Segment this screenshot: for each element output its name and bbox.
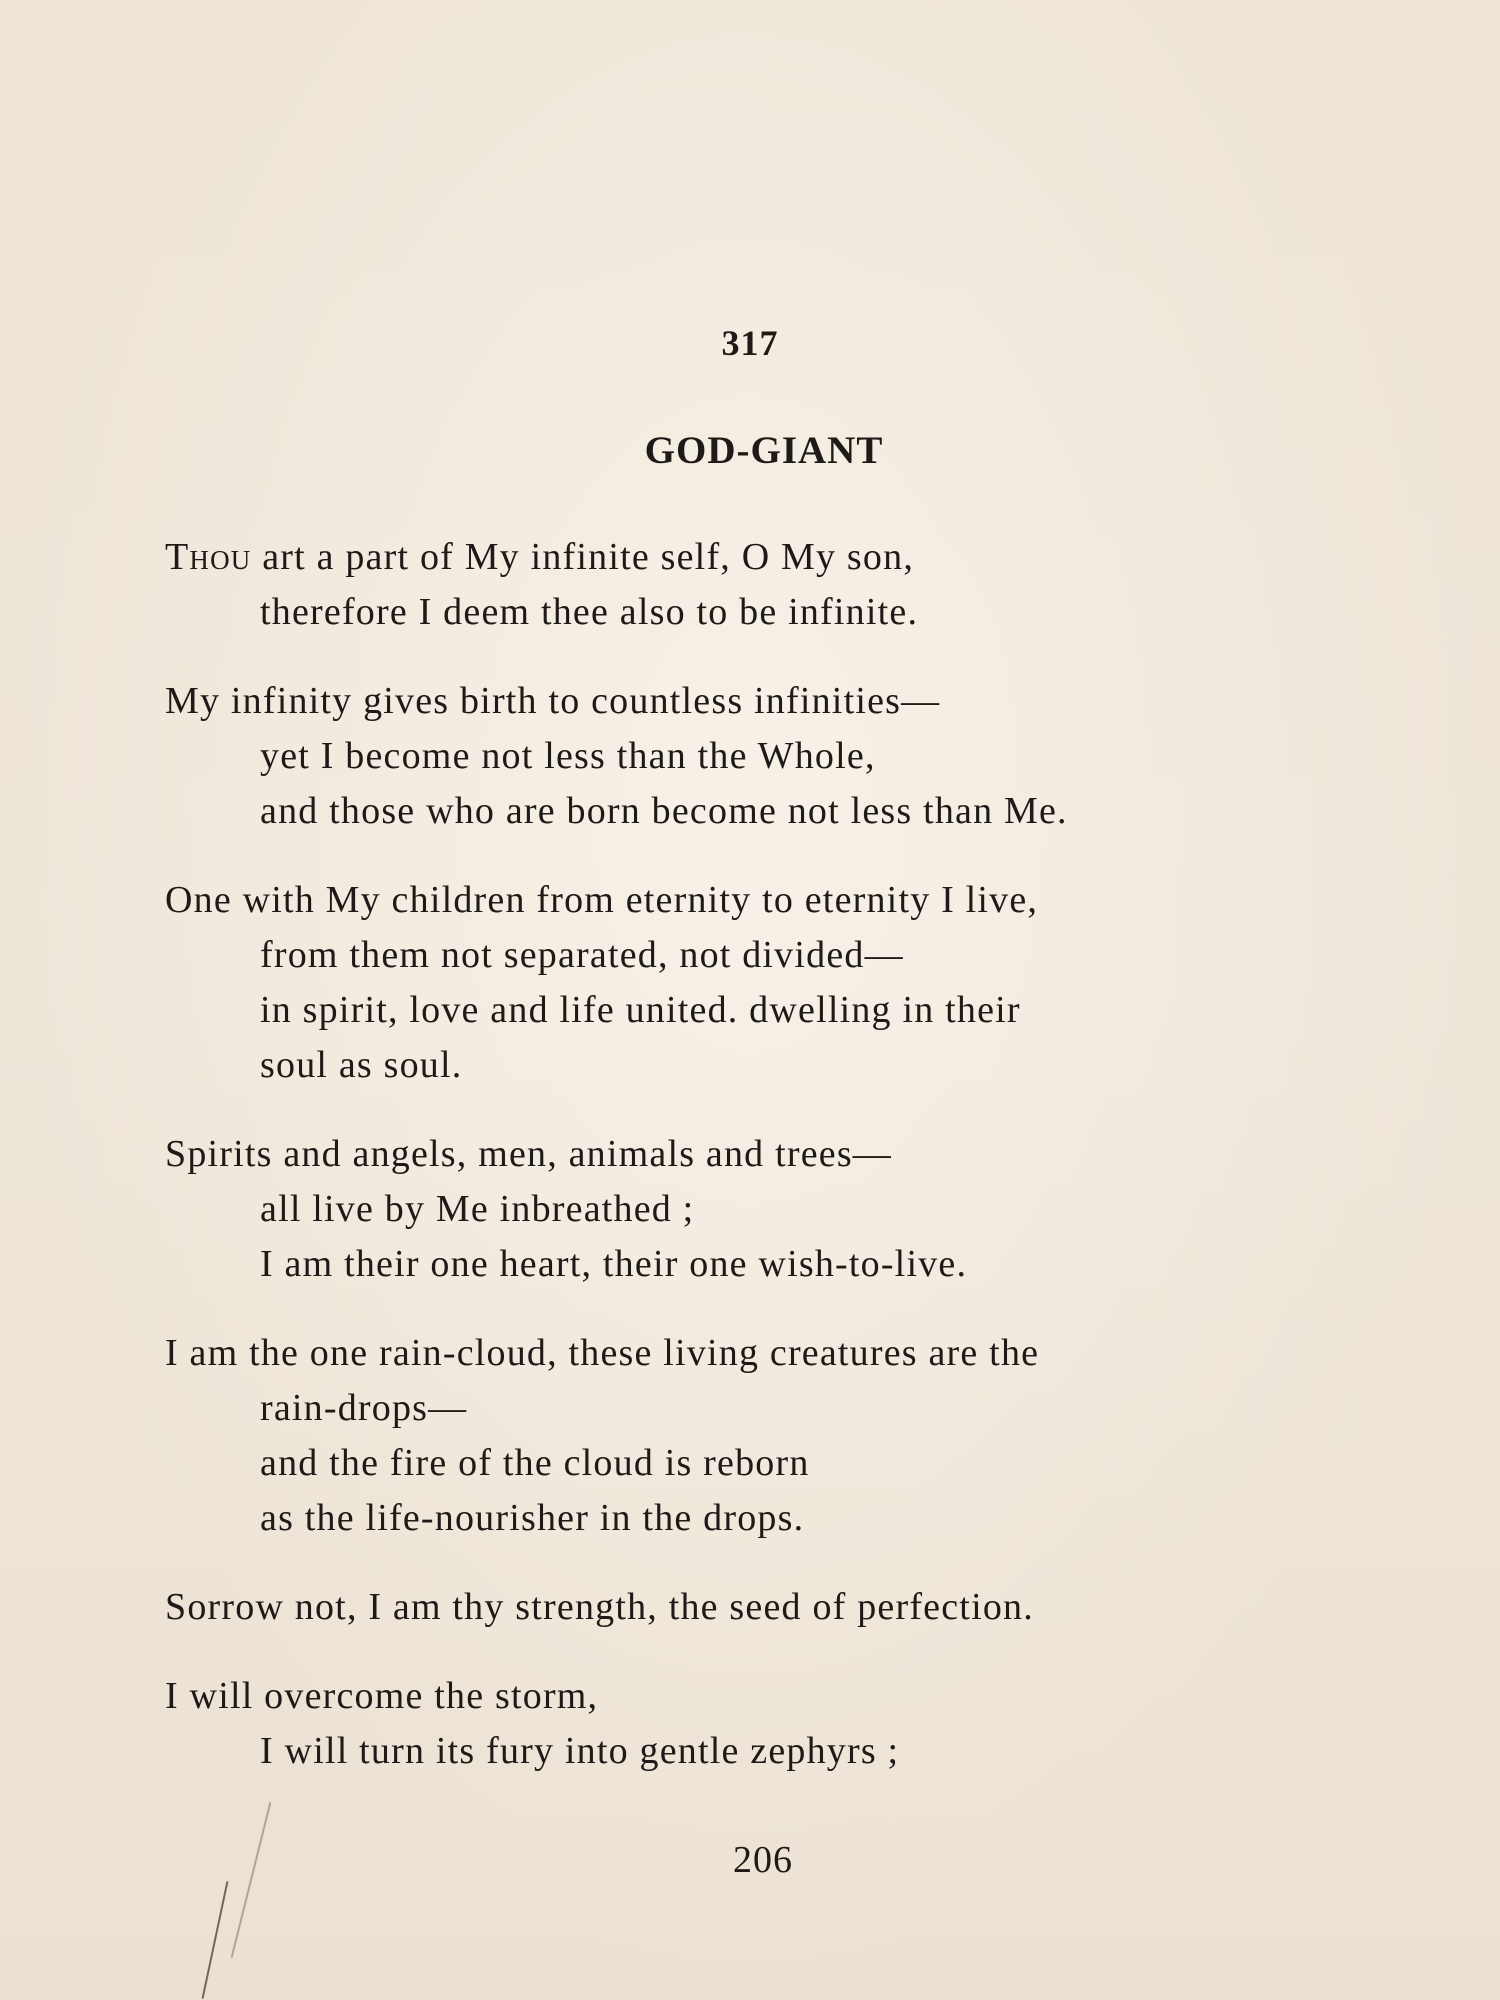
poem-line bbox=[165, 1436, 1395, 1491]
poem-line bbox=[165, 1038, 1395, 1093]
poem-line bbox=[165, 784, 1395, 839]
poem-line-text: from them not separated, not divided— bbox=[260, 934, 904, 976]
poem-line-text: soul as soul. bbox=[260, 1044, 463, 1086]
poem-line bbox=[165, 983, 1395, 1038]
page-number: 206 bbox=[733, 1839, 793, 1881]
poem-line-text: therefore I deem thee also to be infinite. bbox=[260, 591, 919, 633]
opening-word: Thou bbox=[165, 536, 252, 578]
poem-line bbox=[165, 1580, 1395, 1635]
poem-line-text: Sorrow not, I am thy strength, the seed of perfection. bbox=[165, 1586, 1034, 1628]
poem-line-text: I am their one heart, their one wish-to-live. bbox=[260, 1243, 968, 1285]
poem-line-text: all live by Me inbreathed ; bbox=[260, 1188, 695, 1230]
poem-line bbox=[165, 1669, 1395, 1724]
poem-line bbox=[165, 1326, 1395, 1381]
poem-line-text: One with My children from eternity to eternity I live, bbox=[165, 879, 1039, 921]
poem-line-text: and the fire of the cloud is reborn bbox=[260, 1442, 810, 1484]
stanza bbox=[165, 674, 1395, 839]
poem-line-text: Spirits and angels, men, animals and trees— bbox=[165, 1133, 893, 1175]
poem-line-text: rain-drops— bbox=[260, 1387, 468, 1429]
poem-line bbox=[165, 585, 1395, 640]
poem-line-text: I am the one rain-cloud, these living creatures are the bbox=[165, 1332, 1040, 1374]
stanza bbox=[165, 1326, 1395, 1546]
poem-line bbox=[165, 928, 1395, 983]
poem-line-text: in spirit, love and life united. dwelling in their bbox=[260, 989, 1021, 1031]
poem-number: 317 bbox=[721, 323, 779, 363]
stanza bbox=[165, 873, 1395, 1093]
poem-line bbox=[165, 674, 1395, 729]
stanza bbox=[165, 1580, 1395, 1635]
poem-line bbox=[165, 1182, 1395, 1237]
poem-title: GOD-GIANT bbox=[644, 429, 884, 472]
poem-line-text: yet I become not less than the Whole, bbox=[260, 735, 876, 777]
paper-scratch bbox=[202, 1881, 229, 1999]
poem-line bbox=[165, 530, 1395, 585]
poem-line bbox=[165, 873, 1395, 928]
poem-line-text: My infinity gives birth to countless infinities— bbox=[165, 680, 941, 722]
poem-body bbox=[165, 530, 1395, 1813]
poem-line bbox=[165, 1127, 1395, 1182]
poem-line-text: and those who are born become not less than Me. bbox=[260, 790, 1068, 832]
poem-line bbox=[165, 1381, 1395, 1436]
poem-line bbox=[165, 1724, 1395, 1779]
poem-line-text: art a part of My infinite self, O My son, bbox=[251, 536, 915, 578]
poem-line bbox=[165, 1491, 1395, 1546]
poem-line bbox=[165, 729, 1395, 784]
stanza bbox=[165, 1669, 1395, 1779]
stanza bbox=[165, 530, 1395, 640]
poem-line-text: I will overcome the storm, bbox=[165, 1675, 599, 1717]
stanza bbox=[165, 1127, 1395, 1292]
poem-line bbox=[165, 1237, 1395, 1292]
poem-line-text: I will turn its fury into gentle zephyrs ; bbox=[260, 1730, 900, 1772]
poem-line-text: as the life-nourisher in the drops. bbox=[260, 1497, 805, 1539]
